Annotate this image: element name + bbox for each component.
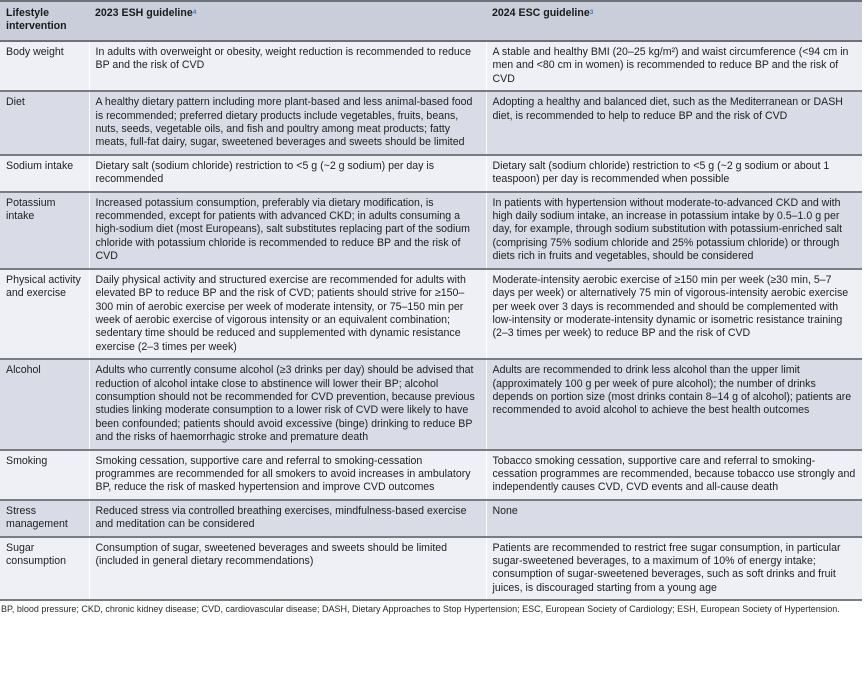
table-row-potassium-intake xyxy=(0,192,862,269)
esc-reference-link[interactable]: 3 xyxy=(589,9,594,16)
esc-cell: Dietary salt (sodium chloride) restriction to <5 g (~2 g sodium or about 1 teaspoon) per day is recommended when possible xyxy=(486,155,862,192)
table-row-sugar-consumption xyxy=(0,537,862,601)
header-esc-guideline xyxy=(486,1,862,41)
header-esc-label: 2024 ESC guideline xyxy=(492,7,590,19)
intervention-cell: Stress management xyxy=(0,500,89,537)
intervention-cell: Smoking xyxy=(0,450,89,500)
esh-cell: Dietary salt (sodium chloride) restriction to <5 g (~2 g sodium) per day is recommended xyxy=(89,155,486,192)
table-row-alcohol xyxy=(0,359,862,449)
intervention-cell: Sodium intake xyxy=(0,155,89,192)
esc-cell: None xyxy=(486,500,862,537)
header-esh-guideline xyxy=(89,1,486,41)
esc-cell: Moderate-intensity aerobic exercise of ≥150 min per week (≥30 min, 5–7 days per week) or alternatively 75 min of vigorous-intensity aerobic exercise per week over 3 days is recommended and should be complemented with low-intensity or moderate-intensity dynamic or isometric resistance training (2–3 times per week) to reduce BP and the risk of CVD xyxy=(486,269,862,359)
esh-reference-link[interactable]: 4 xyxy=(192,9,197,16)
esh-cell: Daily physical activity and structured exercise are recommended for adults with elevated BP to reduce BP and the risk of CVD; patients should strive for ≥150–300 min of aerobic exercise per week of moderate intensity, or 75–150 min per week of aerobic exercise of vigorous intensity or an equivalent combination; sedentary time should be reduced and supplemented with dynamic resistance exercise (2–3 times per week) xyxy=(89,269,486,359)
intervention-cell: Alcohol xyxy=(0,359,89,449)
table-row-diet xyxy=(0,91,862,155)
intervention-cell: Sugar consumption xyxy=(0,537,89,601)
intervention-cell: Diet xyxy=(0,91,89,155)
esc-cell: Tobacco smoking cessation, supportive care and referral to smoking-cessation programmes are recommended, because tobacco use strongly and independently causes CVD, CVD events and all-cause death xyxy=(486,450,862,500)
esc-cell: Adopting a healthy and balanced diet, such as the Mediterranean or DASH diet, is recommended to help to reduce BP and the risk of CVD xyxy=(486,91,862,155)
esh-cell: Increased potassium consumption, preferably via dietary modification, is recommended, except for patients with advanced CKD; in adults consuming a high-sodium diet (most Europeans), salt substitutes replacing part of the sodium chloride with potassium chloride is recommended to reduce BP and the risk of CVD xyxy=(89,192,486,269)
esh-cell: Smoking cessation, supportive care and referral to smoking-cessation programmes are recommended for all smokers to avoid increases in ambulatory BP, reduce the risk of masked hypertension and improve CVD outcomes xyxy=(89,450,486,500)
esc-cell: A stable and healthy BMI (20–25 kg/m²) and waist circumference (<94 cm in men and <80 cm in women) is recommended to reduce BP and the risk of CVD xyxy=(486,41,862,91)
esc-cell: Patients are recommended to restrict free sugar consumption, in particular sugar-sweetened beverages, to a maximum of 10% of energy intake; consumption of sugar-sweetened beverages, such as soft drinks and fruit juices, is discouraged starting from a young age xyxy=(486,537,862,601)
esh-cell: A healthy dietary pattern including more plant-based and less animal-based food is recommended; preferred dietary products include vegetables, fruits, beans, nuts, seeds, vegetable oils, and fish and poultry among meat products; fatty meats, full-fat dairy, sugar, sweetened beverages and sweets should be limited xyxy=(89,91,486,155)
header-esh-label: 2023 ESH guideline xyxy=(95,7,193,19)
esc-cell: In patients with hypertension without moderate-to-advanced CKD and with high daily sodium intake, an increase in potassium intake by 0.5–1.0 g per day, for example, through sodium substitution with potassium-enriched salt (comprising 75% sodium chloride and 25% potassium chloride) or through diets rich in fruits and vegetables, should be considered xyxy=(486,192,862,269)
table-header-row xyxy=(0,1,862,41)
header-intervention-label: Lifestyle intervention xyxy=(6,7,67,33)
header-intervention xyxy=(0,1,89,41)
esh-cell: Adults who currently consume alcohol (≥3 drinks per day) should be advised that reduction of alcohol intake close to abstinence will lower their BP; alcohol consumption should not be recommended for CVD prevention, because previous studies linking moderate consumption to a lower risk of CVD were likely to have been confounded; patients should avoid excessive (binge) drinking to reduce BP and the risks of haemorrhagic stroke and premature death xyxy=(89,359,486,449)
table-row-body-weight xyxy=(0,41,862,91)
intervention-cell: Body weight xyxy=(0,41,89,91)
intervention-cell: Potassium intake xyxy=(0,192,89,269)
table-row-stress-management xyxy=(0,500,862,537)
esh-cell: Consumption of sugar, sweetened beverages and sweets should be limited (included in general dietary recommendations) xyxy=(89,537,486,601)
esh-cell: Reduced stress via controlled breathing exercises, mindfulness-based exercise and meditation can be considered xyxy=(89,500,486,537)
intervention-cell: Physical activity and exercise xyxy=(0,269,89,359)
esc-cell: Adults are recommended to drink less alcohol than the upper limit (approximately 100 g per week of pure alcohol); the number of drinks depends on portion size (most drinks contain 8–14 g of alcohol); patients are recommended to avoid alcohol to achieve the best health outcomes xyxy=(486,359,862,449)
table-row-physical-activity xyxy=(0,269,862,359)
table-row-smoking xyxy=(0,450,862,500)
esh-cell: In adults with overweight or obesity, weight reduction is recommended to reduce BP and the risk of CVD xyxy=(89,41,486,91)
table-row-sodium-intake xyxy=(0,155,862,192)
table-footnote-abbreviations: BP, blood pressure; CKD, chronic kidney disease; CVD, cardiovascular disease; DASH, Dietary Approaches to Stop Hypertension; ESC, European Society of Cardiology; ESH, European Society of Hypertension. xyxy=(1,604,840,615)
